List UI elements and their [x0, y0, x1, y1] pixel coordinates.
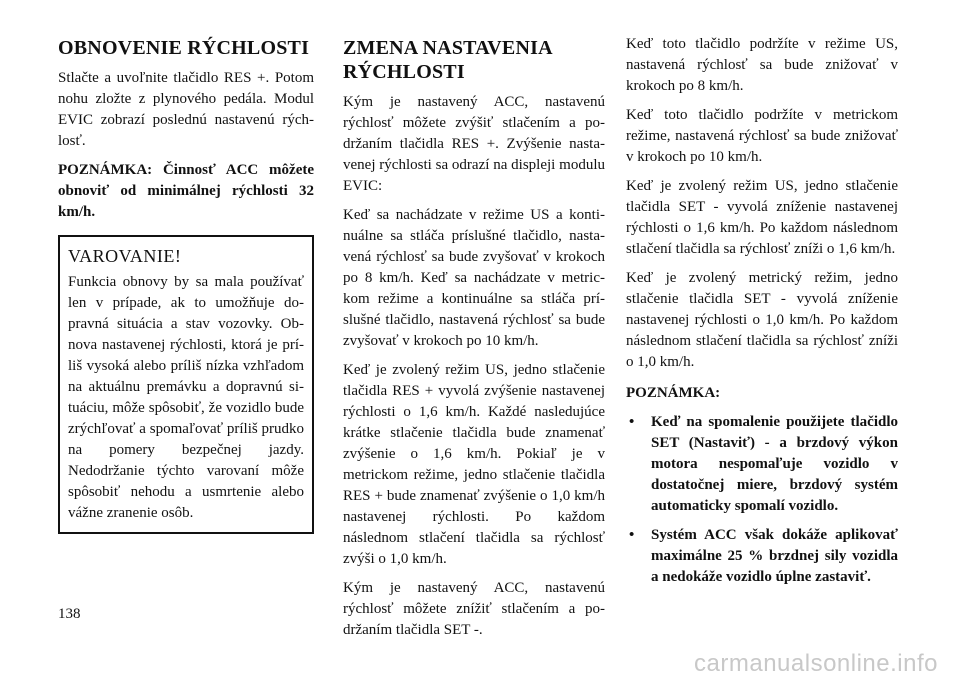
- note-bullet-list: [626, 412, 898, 588]
- right-paragraph-3: Keď je zvolený režim US, jedno stlačenie tlačidla SET - vyvolá zníženie nastavenej rýchlosti o 1,6 km/h. Po každom následnom stlačení tlačidla sa rýchlosť zníži o 1,6 km/h.: [626, 178, 898, 257]
- change-paragraph-2: Keď sa nachádzate v režime US a kontinuálne sa stláča príslušné tlačidlo, nastavená rýchlosť sa bude zvyšovať v krokoch po 8 km/h. Keď sa nachádzate v metrickom režime a kontinuálne sa stláča príslušné tlačidlo, nastavená rýchlosť sa bude zvyšovať v krokoch po 10 km/h.: [343, 207, 605, 349]
- warning-text: Funkcia obnovy by sa mala používať len v prípade, ak to umožňuje dopravná situácia a stav vozovky. Obnova nastavenej rýchlosti, ktorá je príliš vysoká alebo príliš nízka vzhľadom na aktuálnu premávku a dopravnú situáciu, môže spôsobiť, že vozidlo bude zrýchľovať a spomaľovať príliš prudko na pomery bezpečnej jazdy. Nedodržanie týchto varovaní môže spôsobiť nehodu a usmrtenie alebo vážne zranenie osôb.: [68, 274, 304, 521]
- right-paragraph-4: Keď je zvolený metrický režim, jedno stlačenie tlačidla SET - vyvolá zníženie nastavenej rýchlosti o 1,0 km/h. Po každom následnom stlačení tlačidla sa rýchlosť zníži o 1,0 km/h.: [626, 270, 898, 370]
- page-number: 138: [58, 606, 81, 622]
- resume-note: POZNÁMKA: Činnosť ACC môžete obnoviť od minimálnej rýchlosti 32 km/h.: [58, 162, 314, 220]
- section-heading-resume: OBNOVENIE RÝCHLOSTI: [58, 37, 310, 59]
- right-paragraph-1: Keď toto tlačidlo podržíte v režime US, nastavená rýchlosť sa bude znižovať v krokoch po 8 km/h.: [626, 36, 898, 94]
- note-heading: POZNÁMKA:: [626, 385, 721, 401]
- change-paragraph-1: Kým je nastavený ACC, nastavenú rýchlosť môžete zvýšiť stlačením a podržaním tlačidla RES +. Zvýšenie nastavenej rýchlosti sa odrazí na displeji modulu EVIC:: [343, 94, 605, 194]
- middle-column: [343, 36, 605, 649]
- watermark: carmanualsonline.info: [694, 650, 938, 677]
- change-paragraph-3: Keď je zvolený režim US, jedno stlačenie tlačidla RES + vyvolá zvýšenie nastavenej rýchlosti o 1,6 km/h. Každé nasledujúce krátke stlačenie tlačidla bude znamenať zvýšenie o 1,6 km/h. Pokiaľ je v metrickom režime, jedno stlačenie tlačidla RES + bude znamenať zvýšenie o 1,0 km/h nastavenej rýchlosti. Po každom následnom stlačení tlačidla sa rýchlosť zvýši o 1,0 km/h.: [343, 362, 605, 567]
- bullet-icon: •: [629, 527, 635, 543]
- resume-paragraph: Stlačte a uvoľnite tlačidlo RES +. Potom nohu zložte z plynového pedála. Modul EVIC zobrazí poslednú nastavenú rýchlosť.: [58, 70, 314, 149]
- right-column: [626, 34, 898, 596]
- bullet-text-1: Keď na spomalenie použijete tlačidlo SET (Nastaviť) - a brzdový výkon motora nespomaľuje vozidlo v dostatočnej miere, brzdový systém automaticky spomalí vozidlo.: [651, 414, 898, 514]
- warning-title: VAROVANIE!: [68, 246, 182, 266]
- warning-box: [58, 235, 314, 534]
- heading-line-1: ZMENA NASTAVENIA: [343, 37, 553, 59]
- right-paragraph-2: Keď toto tlačidlo podržíte v metrickom režime, nastavená rýchlosť sa bude znižovať v krokoch po 10 km/h.: [626, 107, 898, 165]
- list-item: [626, 525, 898, 588]
- bullet-icon: •: [629, 414, 635, 430]
- heading-line-2: RÝCHLOSTI: [343, 61, 465, 83]
- change-paragraph-4: Kým je nastavený ACC, nastavenú rýchlosť môžete znížiť stlačením a podržaním tlačidla SET -.: [343, 580, 605, 638]
- bullet-text-2: Systém ACC však dokáže aplikovať maximálne 25 % brzdnej sily vozidla a nedokáže vozidlo úplne zastaviť.: [651, 527, 898, 585]
- section-heading-change-speed: [343, 36, 605, 84]
- list-item: [626, 412, 898, 517]
- left-column: [58, 36, 314, 534]
